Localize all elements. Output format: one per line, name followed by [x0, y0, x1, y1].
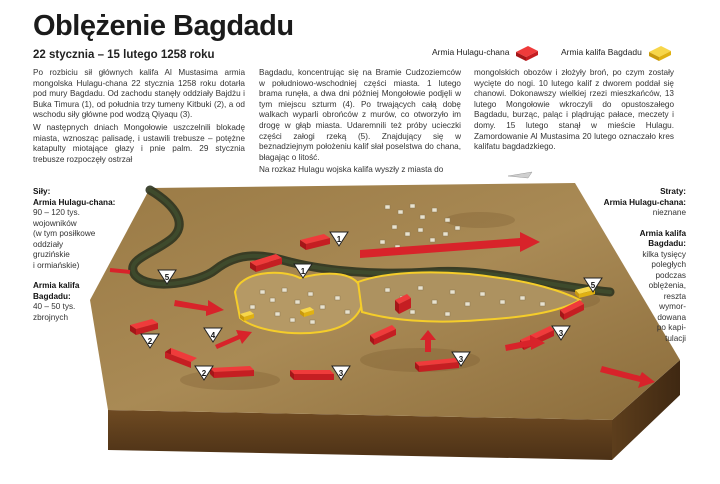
losses-caliph-line: podczas — [655, 270, 686, 280]
forces-caliph-line: zbrojnych — [33, 312, 69, 322]
losses-title: Straty: — [660, 187, 686, 196]
forces-mongol-line: (w tym posiłkowe — [33, 229, 96, 238]
svg-text:5: 5 — [164, 273, 170, 282]
page-title: Oblężenie Bagdadu — [33, 10, 294, 42]
legend-mongol-label: Armia Hulagu-chana — [432, 47, 510, 57]
svg-text:1: 1 — [300, 267, 306, 276]
forces-panel — [33, 187, 133, 323]
forces-caliph-line: 40 – 50 tys. — [33, 302, 76, 311]
losses-caliph-line: oblężenia, — [648, 281, 686, 290]
losses-caliph-label2: Bagdadu: — [648, 239, 686, 248]
losses-caliph-line: poległych — [651, 260, 686, 269]
paragraph: Na rozkaz Hulagu wojska kalifa wyszły z miasta do — [259, 165, 444, 175]
north-arrow-icon — [508, 172, 532, 178]
forces-mongol-line: wojowników — [33, 218, 77, 228]
svg-text:2: 2 — [201, 369, 207, 378]
forces-mongol-line: oddziały — [33, 239, 64, 249]
forces-mongol-line: i ormiańskie) — [33, 260, 80, 270]
forces-title: Siły: — [33, 187, 51, 196]
losses-mongol-label: Armia Hulagu-chana: — [603, 197, 686, 207]
paragraph: W następnych dniach Mongołowie uszczelnili blokadę miasta, wznosząc palisadę, i ustawili trebusze – potężne katapulty miotające głazy i pnie palm. 29 stycznia trebusze rozpoczęły ostrzał — [33, 122, 245, 164]
forces-mongol-label: Armia Hulagu-chana: — [33, 197, 116, 207]
losses-caliph-line: tulacji — [665, 333, 686, 343]
paragraph: mongolskich obozów i złożyły broń, po czym zostały wycięte do nogi. 10 lutego kalif z dworem poddał się chanowi. Dokonawszy wielkiej rzezi mieszkańców, 13 lutego Mongołowie wkroczyli do opustoszałego Bagdadu, burząc, paląc i plądrując pałace, meczety i domy. 15 lutego stanął w mieście Hulagu. Zamordowanie Al Mustasima 20 lutego oznaczało kres kalifatu bagdadzkiego. — [474, 68, 674, 152]
svg-text:3: 3 — [458, 355, 464, 364]
svg-text:2: 2 — [147, 337, 153, 346]
svg-text:3: 3 — [558, 329, 564, 338]
losses-caliph-line: dowana — [657, 312, 686, 322]
svg-text:5: 5 — [590, 281, 596, 290]
svg-text:3: 3 — [338, 369, 344, 378]
losses-caliph-line: kilka tysięcy — [642, 249, 686, 259]
losses-caliph-line: wymor- — [659, 302, 686, 311]
paragraph: Po rozbiciu sił głównych kalifa Al Mustasima armia mongolska Hulagu-chana 22 stycznia 1258 roku dotarła pod mury Bagdadu. Od zachodu stanęły oddziały Bajdżu i Buka Timura (1), od południa trzy tumeny Kitbuki (2), a od wschodu siły główne pod wodzą Qiyaqu (3). — [33, 68, 245, 120]
forces-caliph-label2: Bagdadu: — [33, 291, 71, 301]
page-subtitle: 22 stycznia – 15 lutego 1258 roku — [33, 49, 215, 61]
losses-caliph-label: Armia kalifa — [639, 228, 686, 238]
forces-mongol-line: gruzińskie — [33, 250, 70, 259]
paragraph: Bagdadu, koncentrując się na Bramie Cudzoziemców w południowo-wschodniej części miasta. 1 lutego brama runęła, a dwa dni później Mongołowie podjęli w tym miejscu szturm (4). Po trwających całą dobę walkach wyparli obrońców z murów, co otworzyło im drogę w głąb miasta. Udaremnili też próby ucieczki części załogi rzeką (5). Znajdujący się w beznadziejnym położeniu kalif słał poselstwa do chana, błagając o litość. — [259, 68, 461, 162]
forces-caliph-label: Armia kalifa — [33, 281, 80, 290]
legend-caliph-label: Armia kalifa Bagdadu — [561, 47, 642, 57]
svg-text:4: 4 — [210, 331, 216, 340]
svg-text:1: 1 — [336, 235, 342, 244]
losses-caliph-line: po kapi- — [656, 323, 686, 332]
losses-caliph-line: reszta — [663, 291, 686, 301]
losses-mongol-value: nieznane — [652, 208, 686, 217]
forces-mongol-line: 90 – 120 tys. — [33, 208, 80, 217]
losses-panel — [586, 187, 686, 344]
